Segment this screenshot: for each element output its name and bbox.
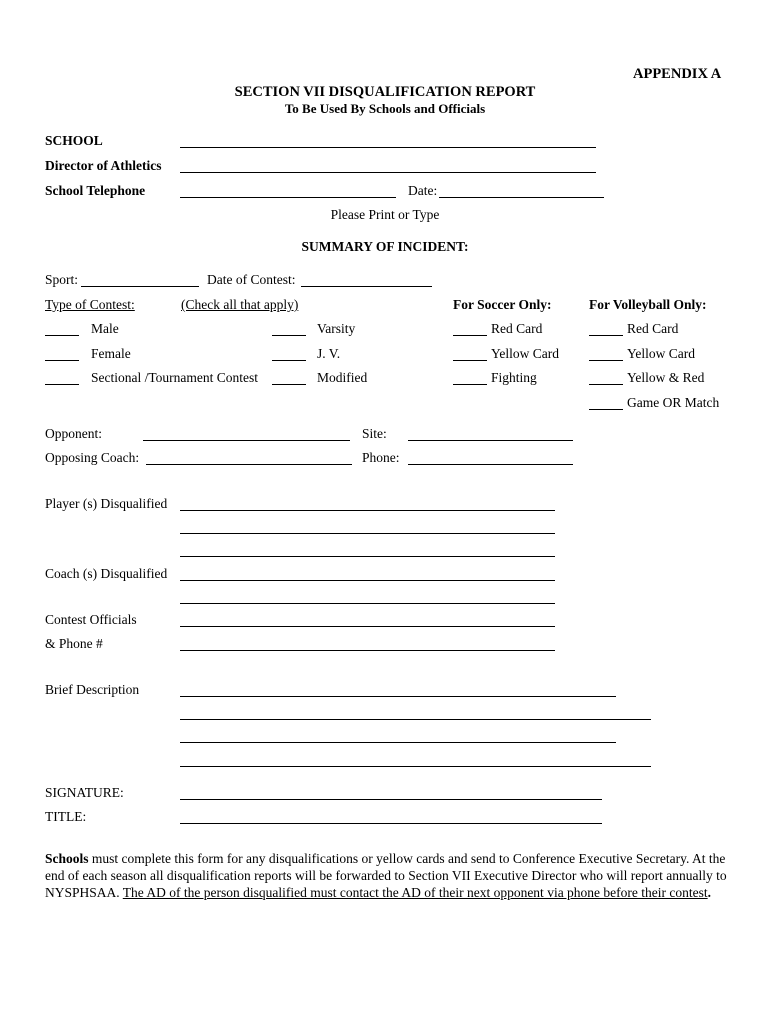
players-field-1[interactable]: [180, 510, 555, 511]
signature-label: SIGNATURE:: [45, 785, 124, 800]
modified-label: Modified: [317, 370, 368, 385]
soccer-red-card-checkbox[interactable]: [453, 335, 487, 336]
opponent-field[interactable]: [143, 440, 350, 441]
sectional-label: Sectional /Tournament Contest: [91, 370, 259, 385]
date-field[interactable]: [439, 197, 604, 198]
players-field-2[interactable]: [180, 533, 555, 534]
contact-instruction: The AD of the person disqualified must contact the AD of their next opponent via phone before their contest: [122, 885, 708, 900]
opposing-coach-label: Opposing Coach:: [45, 450, 140, 465]
soccer-fighting-checkbox[interactable]: [453, 384, 487, 385]
director-field[interactable]: [180, 172, 596, 173]
varsity-checkbox[interactable]: [272, 335, 306, 336]
director-label: Director of Athletics: [45, 158, 162, 173]
print-note: Please Print or Type: [330, 207, 440, 222]
coaches-disqualified-label: Coach (s) Disqualified: [45, 566, 168, 581]
players-disqualified-label: Player (s) Disqualified: [45, 496, 168, 511]
soccer-red-card-label: Red Card: [491, 321, 543, 336]
coaches-field-1[interactable]: [180, 580, 555, 581]
soccer-yellow-card-label: Yellow Card: [491, 346, 560, 361]
opposing-coach-field[interactable]: [146, 464, 352, 465]
volleyball-game-match-label: Game OR Match: [627, 395, 720, 410]
summary-heading: SUMMARY OF INCIDENT:: [301, 239, 469, 254]
instructions-period: .: [707, 885, 712, 900]
phone-field[interactable]: [408, 464, 573, 465]
volleyball-yellow-red-label: Yellow & Red: [627, 370, 705, 385]
title-field[interactable]: [180, 823, 602, 824]
officials-field-2[interactable]: [180, 650, 555, 651]
phone-label: Phone:: [362, 450, 400, 465]
coaches-field-2[interactable]: [180, 603, 555, 604]
soccer-fighting-label: Fighting: [491, 370, 537, 385]
soccer-yellow-card-checkbox[interactable]: [453, 360, 487, 361]
site-label: Site:: [362, 426, 387, 441]
volleyball-yellow-card-checkbox[interactable]: [589, 360, 623, 361]
instructions-text: must complete this form for any disqualifications or yellow cards and send to Conference Executive Secretary. At the end of each season all disqualification reports will be forwarded to Section VII Executive Director who will report annually to NYSPHSAA.: [45, 851, 727, 900]
school-label: SCHOOL: [45, 133, 103, 148]
sectional-checkbox[interactable]: [45, 384, 79, 385]
opponent-label: Opponent:: [45, 426, 102, 441]
date-of-contest-field[interactable]: [301, 286, 432, 287]
date-of-contest-label: Date of Contest:: [207, 272, 296, 287]
title-label: TITLE:: [45, 809, 87, 824]
modified-checkbox[interactable]: [272, 384, 306, 385]
page-subtitle: To Be Used By Schools and Officials: [284, 101, 486, 116]
volleyball-game-match-checkbox[interactable]: [589, 409, 623, 410]
sport-label: Sport:: [45, 272, 79, 287]
telephone-field[interactable]: [180, 197, 396, 198]
female-checkbox[interactable]: [45, 360, 79, 361]
male-label: Male: [91, 321, 119, 336]
soccer-heading: For Soccer Only:: [453, 297, 552, 312]
description-field-4[interactable]: [180, 766, 651, 767]
sport-field[interactable]: [81, 286, 199, 287]
varsity-label: Varsity: [317, 321, 356, 336]
type-of-contest-label: Type of Contest:: [45, 297, 135, 312]
description-field-1[interactable]: [180, 696, 616, 697]
description-field-3[interactable]: [180, 742, 616, 743]
signature-field[interactable]: [180, 799, 602, 800]
jv-checkbox[interactable]: [272, 360, 306, 361]
volleyball-yellow-card-label: Yellow Card: [627, 346, 696, 361]
schools-word: Schools: [45, 851, 89, 866]
players-field-3[interactable]: [180, 556, 555, 557]
description-field-2[interactable]: [180, 719, 651, 720]
site-field[interactable]: [408, 440, 573, 441]
volleyball-red-card-checkbox[interactable]: [589, 335, 623, 336]
officials-field-1[interactable]: [180, 626, 555, 627]
appendix-label: APPENDIX A: [633, 66, 722, 82]
volleyball-yellow-red-checkbox[interactable]: [589, 384, 623, 385]
instructions-note: [45, 850, 727, 901]
brief-description-label: Brief Description: [45, 682, 140, 697]
check-all-note: (Check all that apply): [181, 297, 299, 312]
contest-officials-label: Contest Officials: [45, 612, 137, 627]
male-checkbox[interactable]: [45, 335, 79, 336]
female-label: Female: [91, 346, 131, 361]
jv-label: J. V.: [317, 346, 341, 361]
page-title: SECTION VII DISQUALIFICATION REPORT: [234, 84, 536, 100]
school-field[interactable]: [180, 147, 596, 148]
telephone-label: School Telephone: [45, 183, 146, 198]
volleyball-heading: For Volleyball Only:: [589, 297, 707, 312]
officials-phone-label: & Phone #: [45, 636, 103, 651]
volleyball-red-card-label: Red Card: [627, 321, 679, 336]
date-label: Date:: [408, 183, 438, 198]
